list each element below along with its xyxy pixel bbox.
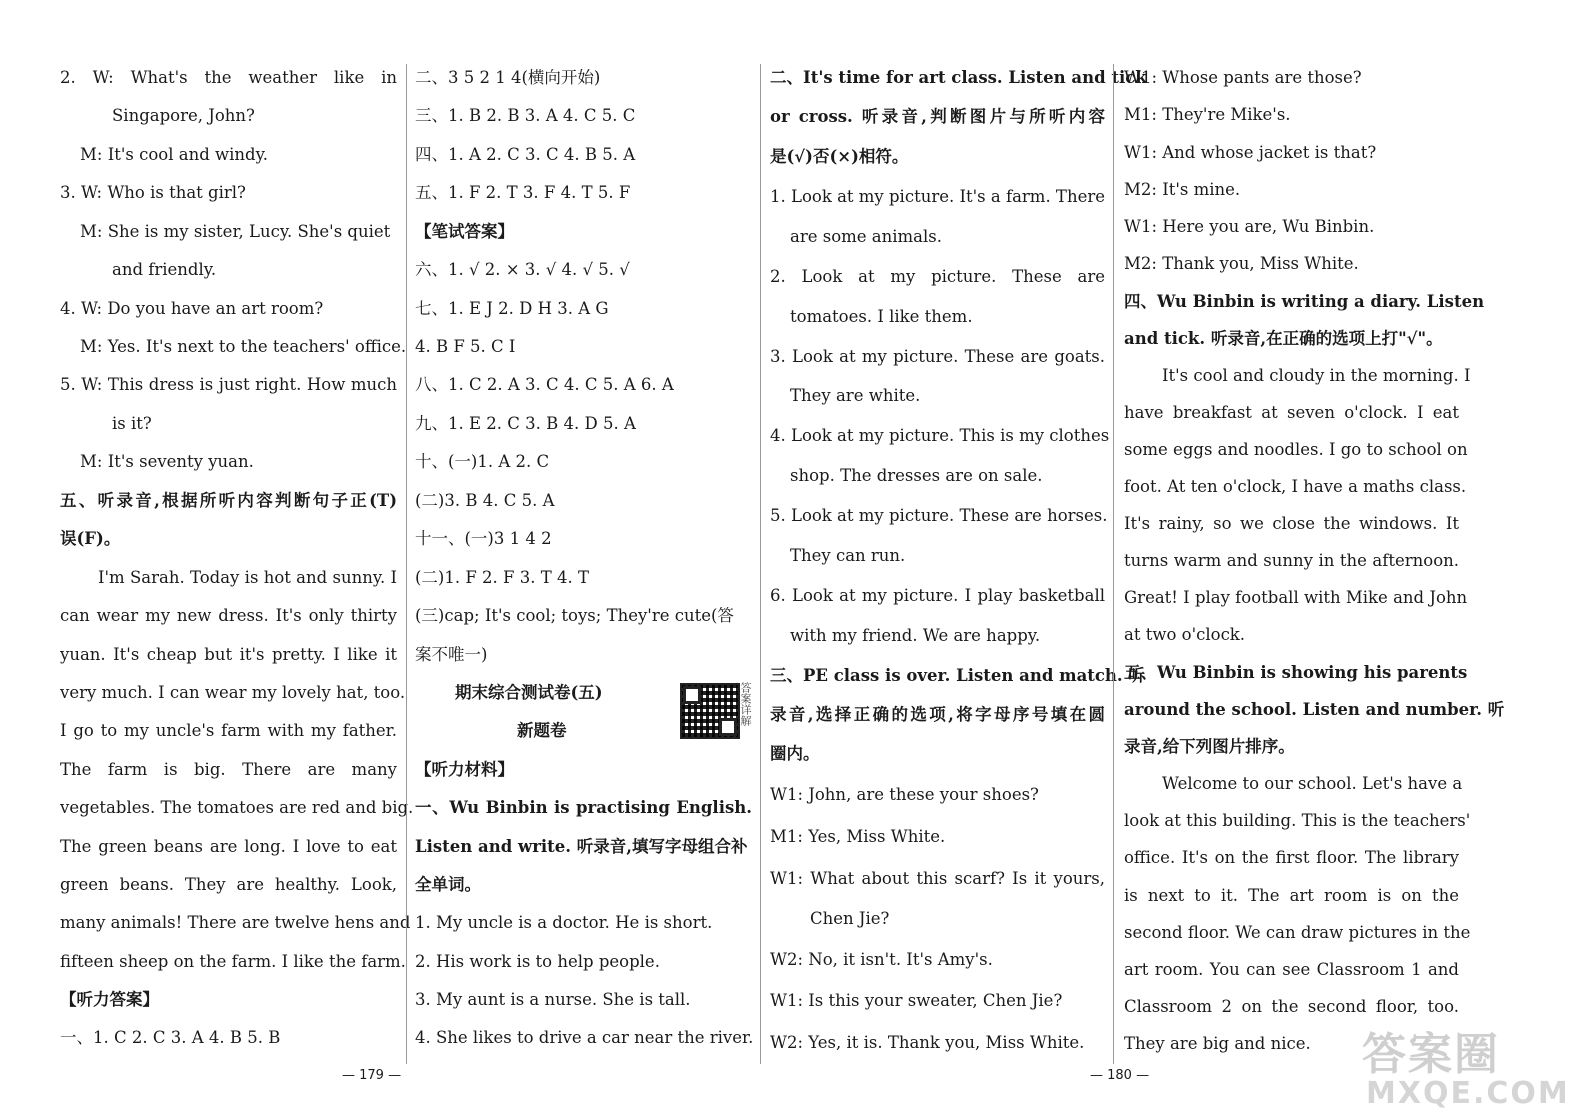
text-line: turns warm and sunny in the afternoon. bbox=[1124, 551, 1459, 570]
section-heading: 五、Wu Binbin is showing his parents bbox=[1124, 663, 1468, 682]
text-line: 2. Look at my picture. These are bbox=[770, 267, 1105, 286]
text-line: look at this building. This is the teachers' bbox=[1124, 811, 1471, 830]
text-line: They are white. bbox=[790, 386, 921, 405]
answer-line: 八、1. C 2. A 3. C 4. C 5. A 6. A bbox=[415, 375, 674, 394]
text-line: and friendly. bbox=[112, 260, 217, 279]
section-heading: or cross. 听录音,判断图片与所听内容 bbox=[770, 107, 1105, 126]
text-line: W1: Here you are, Wu Binbin. bbox=[1124, 217, 1375, 236]
column-divider bbox=[1113, 64, 1114, 1064]
text-line: many animals! There are twelve hens and bbox=[60, 913, 411, 932]
text-line: Chen Jie? bbox=[810, 909, 890, 928]
text-line: The green beans are long. I love to eat bbox=[60, 837, 397, 856]
text-line: 3. W: Who is that girl? bbox=[60, 183, 246, 202]
text-line: W2: No, it isn't. It's Amy's. bbox=[770, 950, 993, 969]
text-line: M1: They're Mike's. bbox=[1124, 105, 1291, 124]
text-line: vegetables. The tomatoes are red and big. bbox=[60, 798, 414, 817]
section-heading: 四、Wu Binbin is writing a diary. Listen bbox=[1124, 292, 1485, 311]
text-line: is it? bbox=[112, 414, 152, 433]
text-line: M2: Thank you, Miss White. bbox=[1124, 254, 1359, 273]
column-divider bbox=[406, 64, 407, 1064]
page-number-left: — 179 — bbox=[342, 1068, 402, 1083]
text-line: 4. Look at my picture. This is my clothes bbox=[770, 426, 1110, 445]
text-line: 1. Look at my picture. It's a farm. There bbox=[770, 187, 1105, 206]
text-line: The farm is big. There are many bbox=[60, 760, 397, 779]
text-line: W1: Is this your sweater, Chen Jie? bbox=[770, 991, 1063, 1010]
text-line: 5. Look at my picture. These are horses. bbox=[770, 506, 1108, 525]
text-line: very much. I can wear my lovely hat, too. bbox=[60, 683, 406, 702]
text-line: Singapore, John? bbox=[112, 106, 255, 125]
section-heading: 圈内。 bbox=[770, 744, 820, 763]
text-line: 4. She likes to drive a car near the river. bbox=[415, 1028, 754, 1047]
section-heading: Listen and write. 听录音,填写字母组合补 bbox=[415, 837, 748, 856]
text-line: have breakfast at seven o'clock. I eat bbox=[1124, 403, 1459, 422]
text-line: M2: It's mine. bbox=[1124, 180, 1241, 199]
section-heading: 录音,选择正确的选项,将字母序号填在圆 bbox=[770, 705, 1105, 724]
text-line: W2: Yes, it is. Thank you, Miss White. bbox=[770, 1033, 1085, 1052]
answer-line: 二、3 5 2 1 4(横向开始) bbox=[415, 68, 601, 87]
watermark-url: MXQE.COM bbox=[1366, 1076, 1570, 1111]
column-divider bbox=[760, 64, 761, 1064]
section-heading: 录音,给下列图片排序。 bbox=[1124, 737, 1295, 756]
paper-title: 期末综合测试卷(五) bbox=[455, 683, 603, 702]
text-line: with my friend. We are happy. bbox=[790, 626, 1041, 645]
text-line: 3. My aunt is a nurse. She is tall. bbox=[415, 990, 691, 1009]
section-heading: 误(F)。 bbox=[60, 529, 121, 548]
answer-line: (二)3. B 4. C 5. A bbox=[415, 491, 555, 510]
answer-line: 十、(一)1. A 2. C bbox=[415, 452, 550, 471]
text-line: 5. W: This dress is just right. How much bbox=[60, 375, 397, 394]
section-heading: 【听力答案】 bbox=[60, 990, 159, 1009]
section-heading: 【听力材料】 bbox=[415, 760, 514, 779]
text-line: M: She is my sister, Lucy. She's quiet bbox=[80, 222, 391, 241]
section-heading: 全单词。 bbox=[415, 875, 481, 894]
text-line: Great! I play football with Mike and John bbox=[1124, 588, 1468, 607]
text-line: They are big and nice. bbox=[1124, 1034, 1311, 1053]
text-line: 3. Look at my picture. These are goats. bbox=[770, 347, 1105, 366]
answer-line: (三)cap; It's cool; toys; They're cute(答 bbox=[415, 606, 734, 625]
text-line: It's cool and cloudy in the morning. I bbox=[1162, 366, 1471, 385]
paper-subtitle: 新题卷 bbox=[517, 721, 567, 740]
text-line: art room. You can see Classroom 1 and bbox=[1124, 960, 1459, 979]
answer-line: 十一、(一)3 1 4 2 bbox=[415, 529, 552, 548]
section-heading: and tick. 听录音,在正确的选项上打"√"。 bbox=[1124, 329, 1443, 348]
answer-line: 七、1. E J 2. D H 3. A G bbox=[415, 299, 609, 318]
text-line: 2. His work is to help people. bbox=[415, 952, 660, 971]
section-heading: 五、听录音,根据所听内容判断句子正(T) bbox=[60, 491, 397, 510]
qr-code bbox=[680, 683, 740, 739]
text-line: office. It's on the first floor. The library bbox=[1124, 848, 1459, 867]
text-line: They can run. bbox=[790, 546, 906, 565]
answer-line: 三、1. B 2. B 3. A 4. C 5. C bbox=[415, 106, 636, 125]
text-line: 4. W: Do you have an art room? bbox=[60, 299, 324, 318]
text-line: at two o'clock. bbox=[1124, 625, 1246, 644]
answer-line: 九、1. E 2. C 3. B 4. D 5. A bbox=[415, 414, 636, 433]
watermark-logo bbox=[1362, 1018, 1570, 1113]
answer-line: 五、1. F 2. T 3. F 4. T 5. F bbox=[415, 183, 631, 202]
text-line: can wear my new dress. It's only thirty bbox=[60, 606, 397, 625]
answer-line: 4. B F 5. C I bbox=[415, 337, 516, 356]
text-line: some eggs and noodles. I go to school on bbox=[1124, 440, 1468, 459]
text-line: Classroom 2 on the second floor, too. bbox=[1124, 997, 1459, 1016]
text-line: Welcome to our school. Let's have a bbox=[1162, 774, 1463, 793]
answer-line: 一、1. C 2. C 3. A 4. B 5. B bbox=[60, 1028, 281, 1047]
text-line: M1: Yes, Miss White. bbox=[770, 827, 946, 846]
page-number-right: — 180 — bbox=[1090, 1068, 1150, 1083]
text-line: yuan. It's cheap but it's pretty. I like it bbox=[60, 645, 397, 664]
text-line: 6. Look at my picture. I play basketball bbox=[770, 586, 1105, 605]
text-line: I'm Sarah. Today is hot and sunny. I bbox=[98, 568, 397, 587]
text-line: green beans. They are healthy. Look, bbox=[60, 875, 397, 894]
text-line: W1: Whose pants are those? bbox=[1124, 68, 1362, 87]
watermark-text: 答案圈 bbox=[1362, 1029, 1500, 1080]
text-line: 2. W: What's the weather like in bbox=[60, 68, 397, 87]
text-line: It's rainy, so we close the windows. It bbox=[1124, 514, 1459, 533]
text-line: W1: And whose jacket is that? bbox=[1124, 143, 1377, 162]
section-heading: 三、PE class is over. Listen and match. 听 bbox=[770, 666, 1145, 685]
qr-caption: 答案详解 bbox=[739, 682, 752, 726]
answer-line: 六、1. √ 2. × 3. √ 4. √ 5. √ bbox=[415, 260, 630, 279]
text-line: foot. At ten o'clock, I have a maths class. bbox=[1124, 477, 1467, 496]
text-line: tomatoes. I like them. bbox=[790, 307, 973, 326]
section-heading: around the school. Listen and number. 听 bbox=[1124, 700, 1505, 719]
text-line: W1: John, are these your shoes? bbox=[770, 785, 1039, 804]
answer-line: 案不唯一) bbox=[415, 645, 488, 664]
text-line: M: It's cool and windy. bbox=[80, 145, 268, 164]
answer-line: (二)1. F 2. F 3. T 4. T bbox=[415, 568, 589, 587]
answer-line: 四、1. A 2. C 3. C 4. B 5. A bbox=[415, 145, 636, 164]
text-line: are some animals. bbox=[790, 227, 943, 246]
text-line: I go to my uncle's farm with my father. bbox=[60, 721, 397, 740]
section-heading: 【笔试答案】 bbox=[415, 222, 514, 241]
section-heading: 二、It's time for art class. Listen and tick bbox=[770, 68, 1147, 87]
text-line: M: Yes. It's next to the teachers' office. bbox=[80, 337, 407, 356]
text-line: shop. The dresses are on sale. bbox=[790, 466, 1043, 485]
text-line: 1. My uncle is a doctor. He is short. bbox=[415, 913, 713, 932]
section-heading: 一、Wu Binbin is practising English. bbox=[415, 798, 752, 817]
text-line: is next to it. The art room is on the bbox=[1124, 886, 1459, 905]
section-heading: 是(√)否(×)相符。 bbox=[770, 147, 909, 166]
text-line: W1: What about this scarf? Is it yours, bbox=[770, 869, 1105, 888]
text-line: second floor. We can draw pictures in the bbox=[1124, 923, 1471, 942]
text-line: fifteen sheep on the farm. I like the farm. bbox=[60, 952, 406, 971]
text-line: M: It's seventy yuan. bbox=[80, 452, 254, 471]
